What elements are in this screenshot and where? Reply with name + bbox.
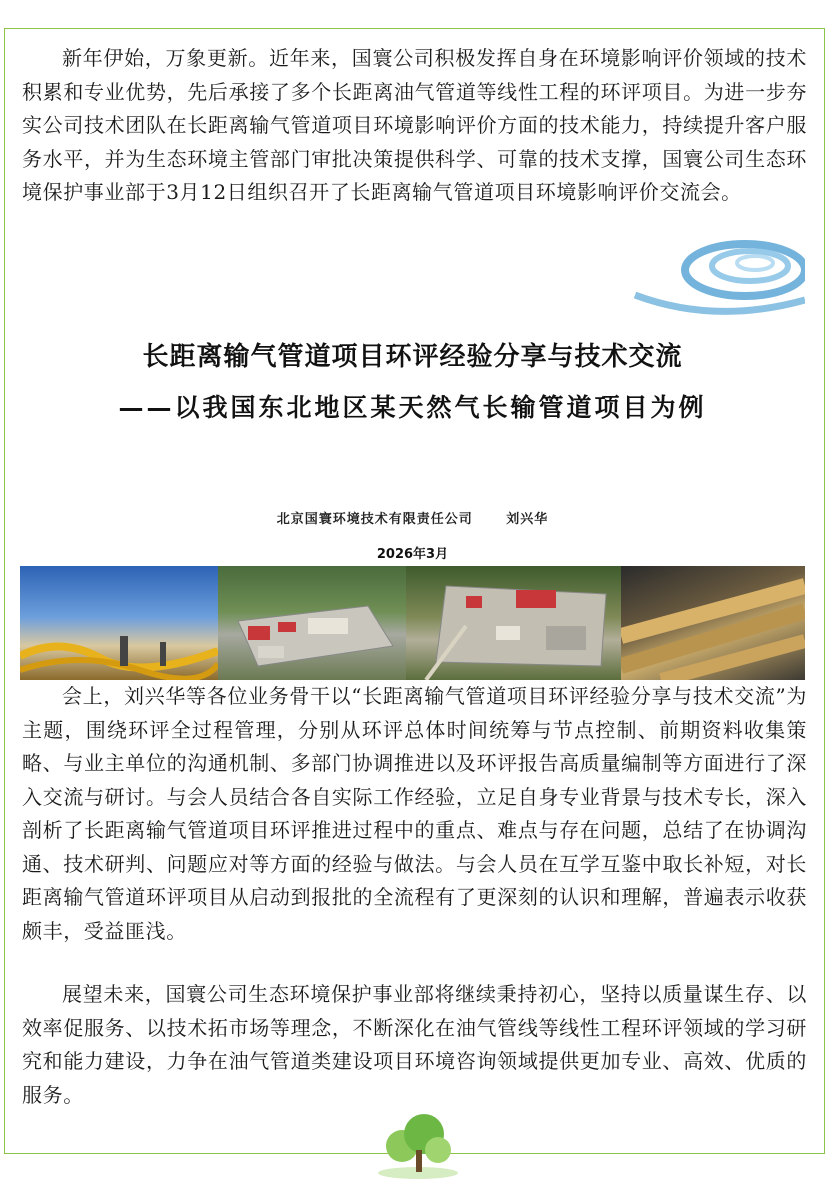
aerial-station-photo-1 <box>218 566 406 680</box>
photo-strip <box>20 566 805 680</box>
slide-title: 长距离输气管道项目环评经验分享与技术交流 <box>142 342 683 372</box>
aerial-station-photo-2 <box>406 566 621 680</box>
slide-author-name: 刘兴华 <box>506 512 549 527</box>
slide-date: 2026年3月 <box>376 547 449 562</box>
water-swirl-decoration <box>625 240 805 330</box>
outlook-paragraph: 展望未来，国寰公司生态环境保护事业部将继续秉持初心，坚持以质量谋生存、以效率促服务、以技术拓市场等理念，不断深化在油气管线等线性工程环评领域的学习研究和能力建设，力争在油气管道类建设项目环境咨询领域提供更加专业、高效、优质的服务。 <box>22 982 807 1107</box>
tree-logo-icon <box>376 1110 460 1180</box>
intro-paragraph: 新年伊始，万象更新。近年来，国寰公司积极发挥自身在环境影响评价领域的技术积累和专业优势，先后承接了多个长距离油气管道等线性工程的环评项目。为进一步夯实公司技术团队在长距离输气管道项目环境影响评价方面的技术能力，持续提升客户服务水平，并为生态环境主管部门审批决策提供科学、可靠的技术支撑，国寰公司生态环境保护事业部于3月12日组织召开了长距离输气管道项目环境影响评价交流会。 <box>22 46 807 204</box>
meeting-paragraph: 会上，刘兴华等各位业务骨干以“长距离输气管道项目环评经验分享与技术交流”为主题，围绕环评全过程管理，分别从环评总体时间统筹与节点控制、前期资料收集策略、与业主单位的沟通机制、多部门协调推进以及环评报告高质量编制等方面进行了深入交流与研讨。与会人员结合各自实际工作经验，立足自身专业背景与技术专长，深入剖析了长距离输气管道项目环评推进过程中的重点、难点与存在问题，总结了在协调沟通、技术研判、问题应对等方面的经验与做法。与会人员在互学互鉴中取长补短，对长距离输气管道环评项目从启动到报批的全流程有了更深刻的认识和理解，普遍表示收获颇丰，受益匪浅。 <box>22 684 807 943</box>
pipeline-station-photo <box>20 566 218 680</box>
slide-company: 北京国寰环境技术有限责任公司 <box>276 512 473 527</box>
pipeline-close-up-photo <box>621 566 805 680</box>
slide-author-line <box>20 508 805 527</box>
slide-subtitle: ——以我国东北地区某天然气长输管道项目为例 <box>118 393 707 422</box>
